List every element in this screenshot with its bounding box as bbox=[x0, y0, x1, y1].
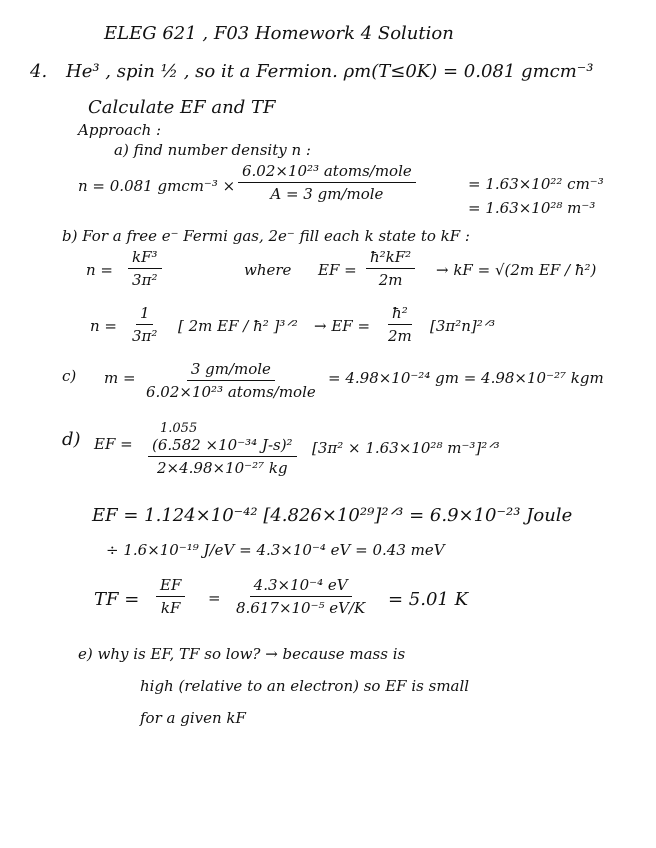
part-d-bracket: [3π² × 1.63×10²⁸ m⁻³]²ᐟ³ bbox=[312, 439, 500, 457]
part-c-numerator: 3 gm/mole bbox=[187, 360, 275, 381]
part-a-denominator: A = 3 gm/mole bbox=[270, 185, 384, 203]
part-b-n-lhs: n = bbox=[86, 261, 113, 279]
part-d-tf-equals: = bbox=[208, 589, 221, 607]
part-b-n2-bracket: [ 2m EF / ħ² ]³ᐟ² bbox=[178, 317, 298, 335]
part-b-kf-expression: → kF = √(2m EF / ħ²) bbox=[436, 261, 597, 279]
part-d-tf-numerator2: 4.3×10⁻⁴ eV bbox=[250, 576, 352, 597]
part-b-ef-lhs: EF = bbox=[318, 261, 357, 279]
part-a-result-cm: = 1.63×10²² cm⁻³ bbox=[468, 175, 604, 193]
part-a-lhs: n = 0.081 gmcm⁻³ × bbox=[78, 177, 236, 195]
page-title: ELEG 621 , F03 Homework 4 Solution bbox=[104, 23, 454, 44]
part-a-numerator: 6.02×10²³ atoms/mole bbox=[238, 162, 416, 183]
part-d-lhs: EF = bbox=[94, 435, 133, 453]
part-d-denominator: 2×4.98×10⁻²⁷ kg bbox=[157, 459, 288, 477]
part-c-fraction bbox=[146, 360, 316, 401]
part-d-tf-denominator2: 8.617×10⁻⁵ eV/K bbox=[236, 599, 366, 617]
task-statement: Calculate EF and TF bbox=[88, 97, 276, 118]
part-d-numerator: (6.582 ×10⁻³⁴ J-s)² bbox=[148, 436, 297, 457]
problem-intro: He³ , spin ½ , so it a Fermion. ρm(T≤0K) = 0.081 gmcm⁻³ bbox=[66, 61, 594, 82]
part-a-label: a) find number density n : bbox=[114, 141, 311, 159]
part-c-lhs: m = bbox=[104, 369, 136, 387]
part-b-ef-numerator: ħ²kF² bbox=[366, 248, 415, 269]
part-b-ef2-rest: [3π²n]²ᐟ³ bbox=[430, 317, 496, 335]
part-a-result-m: = 1.63×10²⁸ m⁻³ bbox=[468, 199, 596, 217]
part-d-line2: EF = 1.124×10⁻⁴² [4.826×10²⁹]²ᐟ³ = 6.9×10⁻²³ Joule bbox=[92, 505, 573, 526]
part-b-n-denominator: 3π² bbox=[132, 271, 158, 289]
part-b-n-fraction bbox=[128, 248, 162, 289]
part-b-ef-fraction bbox=[366, 248, 415, 289]
part-d-tf-result: = 5.01 K bbox=[388, 589, 469, 610]
part-d-tf-fraction2 bbox=[236, 576, 365, 617]
part-e-line3: for a given kF bbox=[140, 709, 246, 727]
part-d-tf-fraction1 bbox=[156, 576, 185, 617]
part-c-label: c) bbox=[62, 367, 77, 385]
part-b-label: b) For a free e⁻ Fermi gas, 2e⁻ fill each k state to kF : bbox=[62, 227, 470, 245]
part-b-n2-denominator: 3π² bbox=[132, 327, 158, 345]
part-d-correction: 1.055 bbox=[160, 421, 198, 436]
part-e-line2: high (relative to an electron) so EF is small bbox=[140, 677, 470, 695]
part-d-fraction bbox=[148, 436, 297, 477]
approach-label: Approach : bbox=[78, 121, 162, 139]
part-d-tf-lhs: TF = bbox=[94, 589, 140, 610]
part-b-n2-fraction bbox=[132, 304, 157, 345]
part-b-n2-numerator: 1 bbox=[136, 304, 154, 325]
part-d-tf-denominator1: kF bbox=[160, 599, 181, 617]
part-d-label: d) bbox=[62, 429, 81, 450]
part-b-ef2-lhs: → EF = bbox=[314, 317, 371, 335]
part-d-line3: ÷ 1.6×10⁻¹⁹ J/eV = 4.3×10⁻⁴ eV = 0.43 meV bbox=[106, 541, 445, 559]
part-b-where: where bbox=[244, 261, 292, 279]
part-b-ef-denominator: 2m bbox=[378, 271, 403, 289]
part-e-line1: e) why is EF, TF so low? → because mass is bbox=[78, 645, 406, 663]
part-b-ef2-fraction bbox=[388, 304, 412, 345]
part-b-ef2-numerator: ħ² bbox=[388, 304, 412, 325]
part-d-tf-numerator1: EF bbox=[156, 576, 185, 597]
part-b-ef2-denominator: 2m bbox=[388, 327, 412, 345]
part-a-fraction bbox=[238, 162, 416, 203]
part-b-n-numerator: kF³ bbox=[128, 248, 162, 269]
part-c-denominator: 6.02×10²³ atoms/mole bbox=[146, 383, 316, 401]
problem-number: 4. bbox=[30, 61, 48, 82]
part-c-result: = 4.98×10⁻²⁴ gm = 4.98×10⁻²⁷ kgm bbox=[328, 369, 604, 387]
part-b-n2-lhs: n = bbox=[90, 317, 117, 335]
